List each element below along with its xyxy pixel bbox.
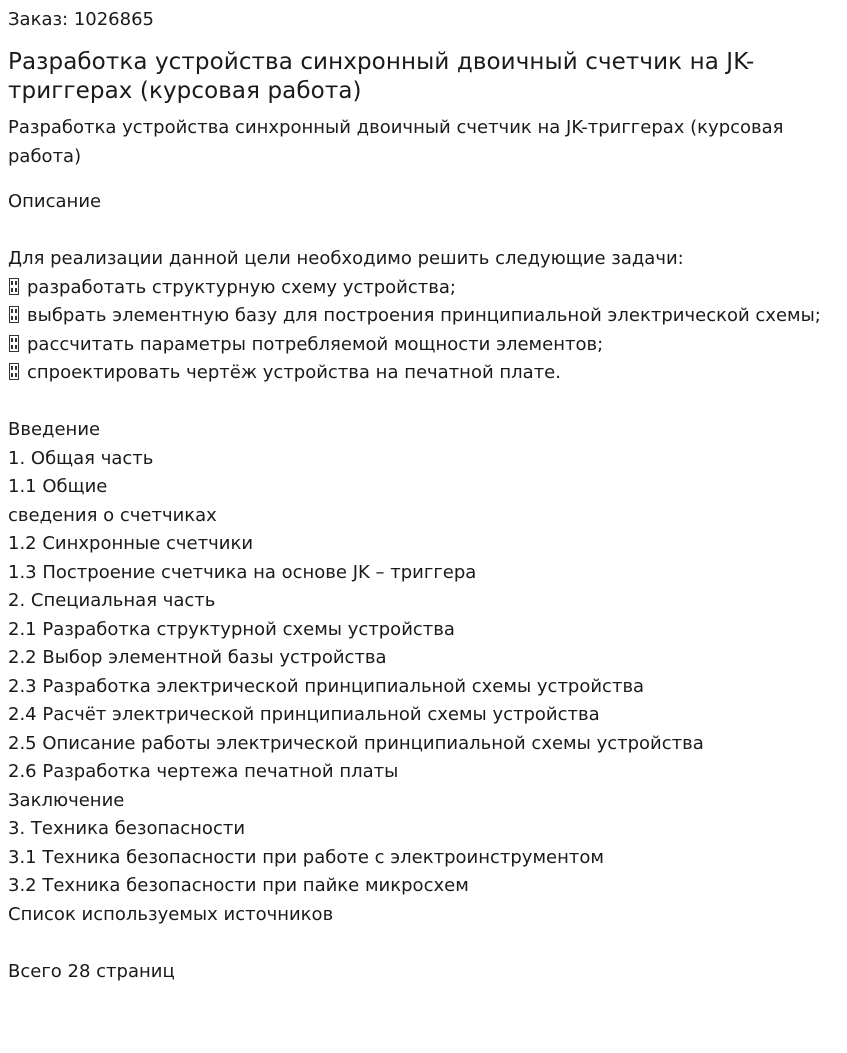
task-item bbox=[8, 331, 839, 360]
missing-glyph-bullet-icon bbox=[9, 306, 19, 323]
toc-item: 2.3 Разработка электрической принципиальной схемы устройства bbox=[8, 675, 645, 697]
missing-glyph-bullet-icon bbox=[9, 335, 19, 352]
task-text: разработать структурную схему устройства; bbox=[27, 276, 456, 298]
total-pages: Всего 28 страниц bbox=[8, 960, 175, 982]
task-text: выбрать элементную базу для построения принципиальной электрической схемы; bbox=[27, 305, 821, 326]
spacer bbox=[8, 929, 839, 958]
toc-item: Список используемых источников bbox=[8, 903, 334, 925]
toc-item: сведения о счетчиках bbox=[8, 504, 217, 526]
missing-glyph-bullet-icon bbox=[9, 363, 19, 380]
description-label: Описание bbox=[8, 191, 102, 212]
task-item bbox=[8, 274, 839, 303]
task-text: рассчитать параметры потребляемой мощности элементов; bbox=[27, 333, 604, 355]
toc-item: Заключение bbox=[8, 789, 125, 811]
task-text: спроектировать чертёж устройства на печатной плате. bbox=[27, 362, 561, 383]
toc-item: 3. Техника безопасности bbox=[8, 818, 246, 839]
toc-item: 1.1 Общие bbox=[8, 476, 108, 497]
task-item bbox=[8, 302, 839, 331]
document-page bbox=[8, 8, 839, 986]
page-subtitle: Разработка устройства синхронный двоичный счетчик на JK-триггерах (курсовая работа) bbox=[8, 117, 784, 167]
toc-item: 3.1 Техника безопасности при работе с электроинструментом bbox=[8, 846, 604, 868]
toc-item: 1. Общая часть bbox=[8, 447, 154, 469]
description-intro: Для реализации данной цели необходимо решить следующие задачи: bbox=[8, 248, 684, 269]
toc-item: 2.4 Расчёт электрической принципиальной схемы устройства bbox=[8, 704, 600, 725]
page-title: Разработка устройства синхронный двоичный счетчик на JK-триггерах (курсовая работа) bbox=[8, 49, 755, 104]
spacer bbox=[8, 388, 839, 417]
spacer bbox=[8, 217, 839, 246]
missing-glyph-bullet-icon bbox=[9, 278, 19, 295]
toc-item: 2.6 Разработка чертежа печатной платы bbox=[8, 761, 399, 782]
description-body bbox=[8, 217, 839, 987]
toc-item: 3.2 Техника безопасности при пайке микросхем bbox=[8, 875, 469, 896]
toc-item: Введение bbox=[8, 419, 101, 440]
toc-item: 1.3 Построение счетчика на основе JK – триггера bbox=[8, 561, 477, 583]
toc-item: 2.1 Разработка структурной схемы устройства bbox=[8, 618, 455, 640]
toc-item: 1.2 Синхронные счетчики bbox=[8, 533, 254, 554]
table-of-contents bbox=[8, 416, 839, 929]
toc-item: 2. Специальная часть bbox=[8, 590, 216, 611]
order-number: Заказ: 1026865 bbox=[8, 9, 154, 30]
toc-item: 2.2 Выбор элементной базы устройства bbox=[8, 647, 387, 668]
task-item bbox=[8, 359, 839, 388]
toc-item: 2.5 Описание работы электрической принципиальной схемы устройства bbox=[8, 732, 704, 754]
